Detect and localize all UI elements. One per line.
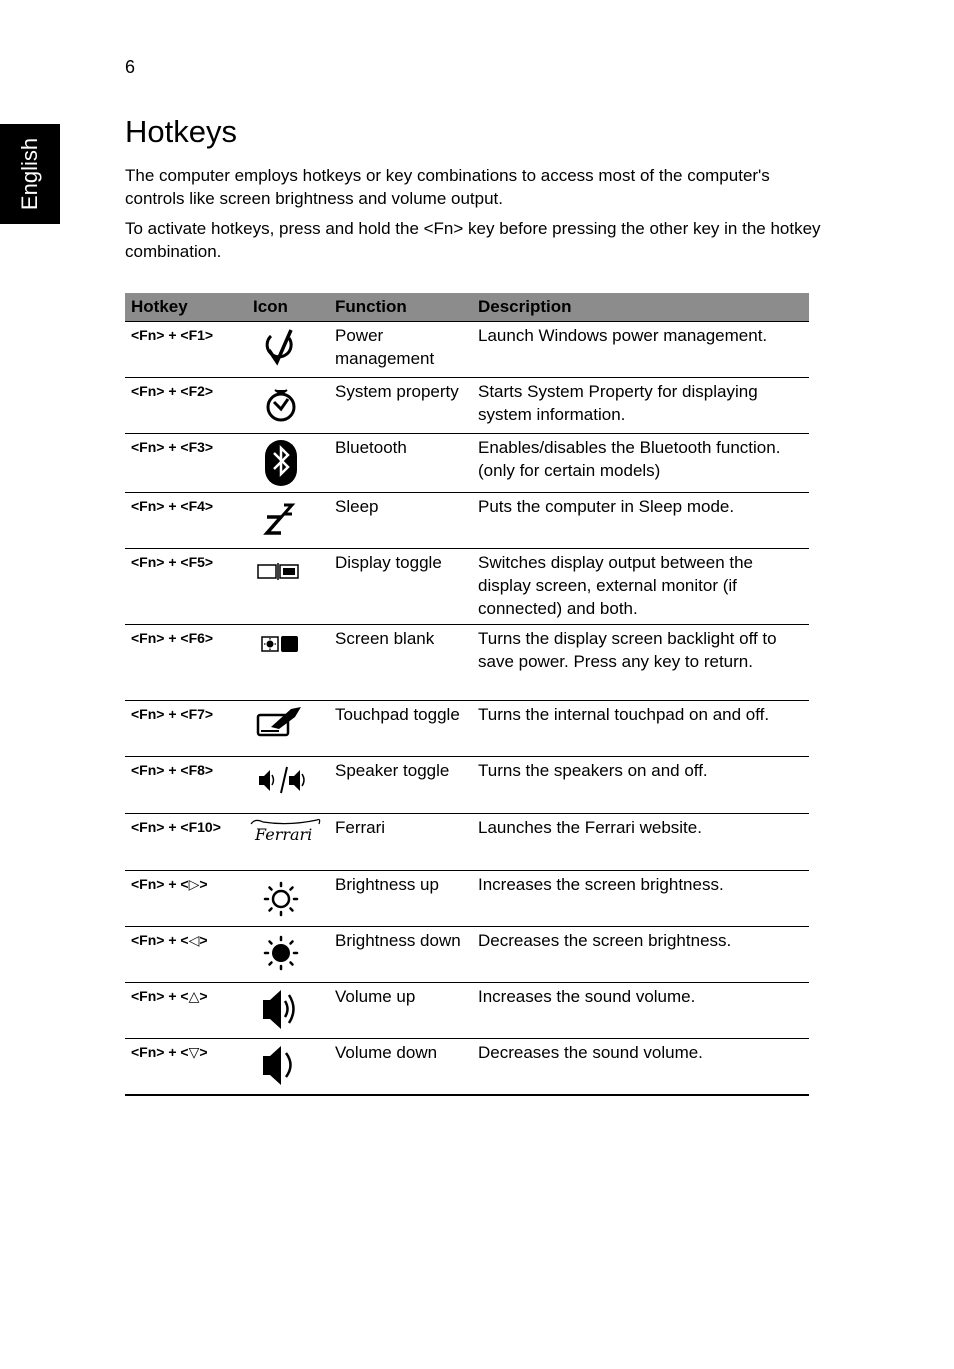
description-cell: Decreases the sound volume. — [472, 1039, 809, 1096]
language-tab — [0, 124, 60, 224]
function-cell: Brightness up — [329, 871, 472, 927]
function-cell: Speaker toggle — [329, 757, 472, 814]
fn-key-label: <Fn> — [423, 219, 464, 238]
table-row — [125, 927, 809, 983]
table-row — [125, 493, 809, 549]
function-cell: Display toggle — [329, 549, 472, 625]
volume-down-icon — [249, 1041, 313, 1091]
brightness-down-icon — [249, 929, 313, 979]
table-row — [125, 701, 809, 757]
table-row — [125, 1039, 809, 1096]
hotkey-cell: <Fn> + <F6> — [125, 625, 247, 701]
intro-text-after: key before pressing the other key in the hotkey combination. — [125, 219, 821, 261]
display-toggle-icon — [249, 551, 313, 601]
hotkey-cell: <Fn> + <F7> — [125, 701, 247, 757]
hotkey-cell: <Fn> + <F10> — [125, 814, 247, 871]
description-cell: Turns the internal touchpad on and off. — [472, 701, 809, 757]
description-cell: Puts the computer in Sleep mode. — [472, 493, 809, 549]
ferrari-logo-icon — [249, 816, 313, 866]
page-title: Hotkeys — [125, 114, 237, 149]
description-cell: Increases the sound volume. — [472, 983, 809, 1039]
ferrari-logo-text: Ferrari — [255, 825, 313, 844]
function-cell: Power management — [329, 322, 472, 378]
table-header-row — [125, 293, 809, 322]
function-cell: System property — [329, 378, 472, 434]
hotkey-cell: <Fn> + <F3> — [125, 434, 247, 493]
table-row — [125, 549, 809, 625]
hotkeys-table — [125, 293, 809, 1096]
header-hotkey: Hotkey — [125, 293, 247, 322]
function-cell: Bluetooth — [329, 434, 472, 493]
function-cell: Screen blank — [329, 625, 472, 701]
hotkey-cell: <Fn> + <F2> — [125, 378, 247, 434]
touchpad-toggle-icon — [249, 703, 313, 753]
description-cell: Increases the screen brightness. — [472, 871, 809, 927]
table-row — [125, 814, 809, 871]
table-row — [125, 625, 809, 701]
description-cell: Launch Windows power management. — [472, 322, 809, 378]
description-cell: Enables/disables the Bluetooth function. (only for certain models) — [472, 434, 809, 493]
language-tab-label: English — [17, 137, 42, 211]
bluetooth-icon — [249, 436, 313, 486]
intro-text-before: To activate hotkeys, press and hold the — [125, 219, 424, 238]
table-row — [125, 322, 809, 378]
description-cell: Turns the display screen backlight off to save power. Press any key to return. — [472, 625, 809, 701]
header-icon: Icon — [247, 293, 329, 322]
description-cell: Starts System Property for displaying system information. — [472, 378, 809, 434]
screen-blank-icon — [249, 627, 313, 677]
power-management-icon — [249, 324, 313, 374]
description-cell: Decreases the screen brightness. — [472, 927, 809, 983]
function-cell: Sleep — [329, 493, 472, 549]
brightness-up-icon — [249, 873, 313, 923]
hotkey-cell: <Fn> + <△> — [125, 983, 247, 1039]
header-description: Description — [472, 293, 809, 322]
hotkey-cell: <Fn> + <◁> — [125, 927, 247, 983]
function-cell: Brightness down — [329, 927, 472, 983]
table-row — [125, 378, 809, 434]
function-cell: Volume down — [329, 1039, 472, 1096]
page-number: 6 — [125, 57, 136, 77]
header-function: Function — [329, 293, 472, 322]
function-cell: Ferrari — [329, 814, 472, 871]
table-row — [125, 871, 809, 927]
table-row — [125, 434, 809, 493]
intro-paragraph-2 — [125, 217, 825, 263]
hotkey-cell: <Fn> + <▷> — [125, 871, 247, 927]
hotkey-cell: <Fn> + <F5> — [125, 549, 247, 625]
sleep-icon — [249, 495, 313, 545]
table-row — [125, 983, 809, 1039]
intro-paragraph-1: The computer employs hotkeys or key combinations to access most of the computer's controls like screen brightness and volume output. — [125, 166, 770, 208]
hotkey-cell: <Fn> + <▽> — [125, 1039, 247, 1096]
description-cell: Launches the Ferrari website. — [472, 814, 809, 871]
hotkey-cell: <Fn> + <F1> — [125, 322, 247, 378]
table-row — [125, 757, 809, 814]
speaker-toggle-icon — [249, 759, 313, 809]
volume-up-icon — [249, 985, 313, 1035]
description-cell: Turns the speakers on and off. — [472, 757, 809, 814]
system-property-icon — [249, 380, 313, 430]
hotkey-cell: <Fn> + <F8> — [125, 757, 247, 814]
function-cell: Touchpad toggle — [329, 701, 472, 757]
hotkey-cell: <Fn> + <F4> — [125, 493, 247, 549]
description-cell: Switches display output between the display screen, external monitor (if connected) and both. — [472, 549, 809, 625]
function-cell: Volume up — [329, 983, 472, 1039]
